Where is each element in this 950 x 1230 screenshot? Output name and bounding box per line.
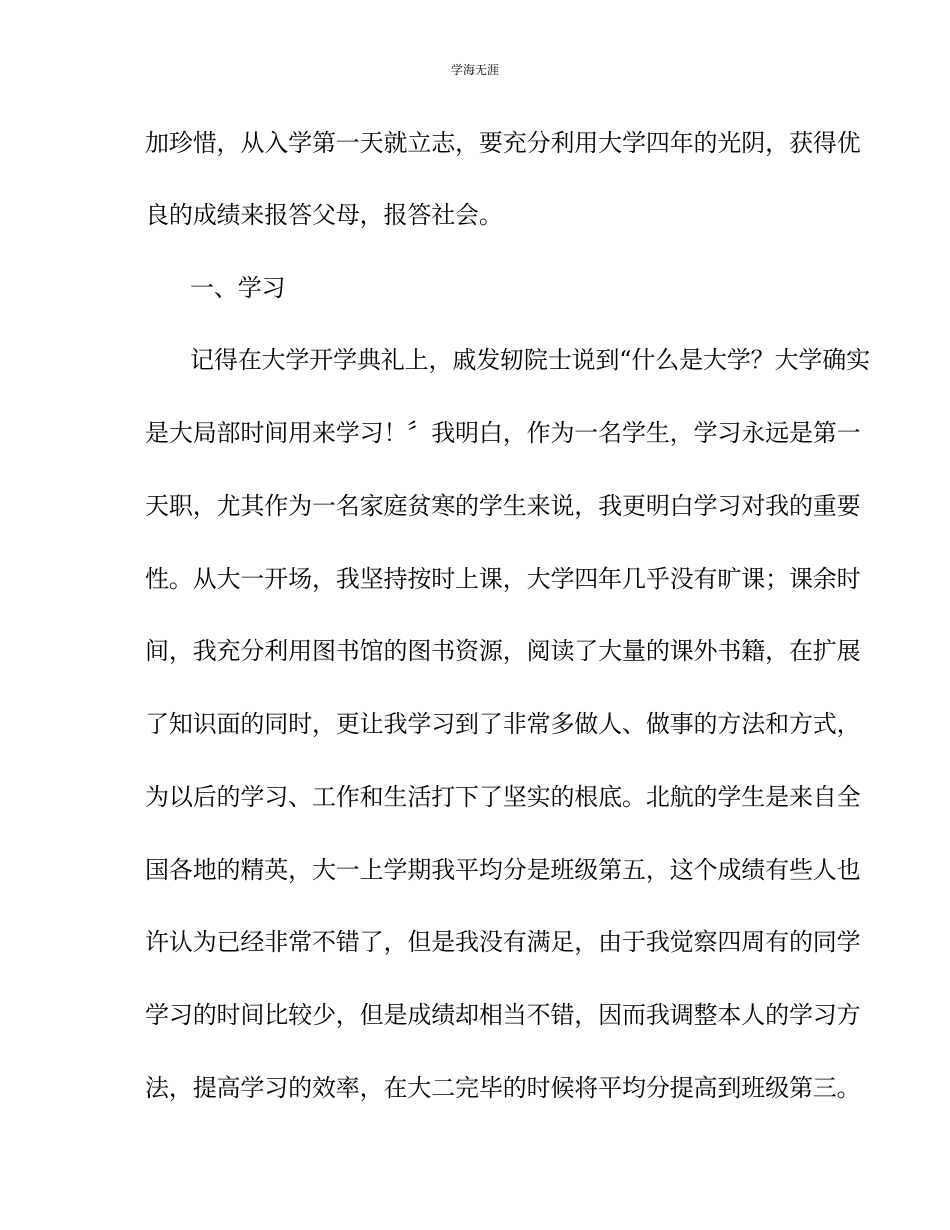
paragraph-line: 是大局部时间用来学习！〞我明白，作为一名学生，学习永远是第一 — [145, 419, 861, 447]
paragraph-line: 良的成绩来报答父母，报答社会。 — [145, 201, 503, 229]
paragraph-line: 天职，尤其作为一名家庭贫寒的学生来说，我更明白学习对我的重要 — [145, 492, 861, 520]
section-heading: 一、学习 — [190, 274, 286, 302]
page-header: 学海无涯 — [450, 63, 499, 77]
paragraph-line: 许认为已经非常不错了，但是我没有满足，由于我觉察四周有的同学 — [145, 928, 861, 956]
paragraph-line: 为以后的学习、工作和生活打下了坚实的根底。北航的学生是来自全 — [145, 783, 861, 811]
paragraph-line: 国各地的精英，大一上学期我平均分是班级第五，这个成绩有些人也 — [145, 856, 861, 884]
paragraph-line: 记得在大学开学典礼上，戚发轫院士说到“什么是大学？大学确实 — [190, 346, 870, 374]
paragraph-line: 学习的时间比较少，但是成绩却相当不错，因而我调整本人的学习方 — [145, 1001, 861, 1029]
paragraph-line: 性。从大一开场，我坚持按时上课，大学四年几乎没有旷课；课余时 — [145, 565, 861, 593]
paragraph-line: 加珍惜，从入学第一天就立志，要充分利用大学四年的光阴，获得优 — [145, 129, 861, 157]
paragraph-line: 法，提高学习的效率，在大二完毕的时候将平均分提高到班级第三。 — [145, 1074, 861, 1102]
paragraph-line: 间，我充分利用图书馆的图书资源，阅读了大量的课外书籍，在扩展 — [145, 637, 861, 665]
paragraph-line: 了知识面的同时，更让我学习到了非常多做人、做事的方法和方式， — [145, 710, 861, 738]
